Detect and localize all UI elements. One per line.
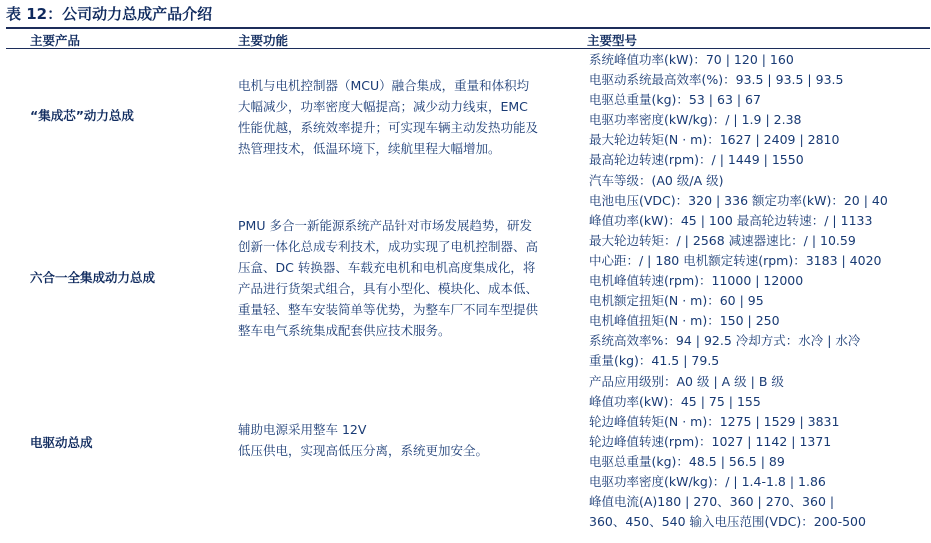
- spec-line: 电池电压(VDC)：320 | 336 额定功率(kW)：20 | 40: [589, 192, 888, 208]
- header-function: 主要功能: [238, 33, 289, 48]
- spec-line: 电机峰值扭矩(N · m)：150 | 250: [589, 313, 780, 329]
- function-line: 创新一体化总成专利技术，成功实现了电机控制器、高: [238, 239, 539, 254]
- spec-line: 电驱总重量(kg)：53 | 63 | 67: [589, 92, 761, 108]
- spec-line: 360、450、540 输入电压范围(VDC)：200-500: [589, 514, 866, 530]
- spec-line: 重量(kg)：41.5 | 79.5: [589, 353, 720, 369]
- product-electric-drive: 电驱动总成: [30, 435, 93, 450]
- function-line: 电机与电机控制器（MCU）融合集成，重量和体积均: [238, 78, 530, 93]
- spec-list: [589, 50, 888, 532]
- function-line: 辅助电源采用整车 12V: [238, 422, 367, 437]
- product-six-in-one: 六合一全集成动力总成: [30, 270, 156, 285]
- spec-line: 峰值电流(A)180 | 270、360 | 270、360 |: [589, 494, 835, 510]
- function-line: 热管理技术，低温环境下，续航里程大幅增加。: [238, 141, 501, 156]
- function-electric-drive: [238, 419, 583, 461]
- spec-line: 电机峰值转速(rpm)：11000 | 12000: [589, 273, 804, 289]
- spec-line: 产品应用级别：A0 级 | A 级 | B 级: [589, 373, 784, 389]
- function-line: PMU 多合一新能源系统产品针对市场发展趋势，研发: [238, 218, 532, 233]
- top-rule: [6, 27, 930, 29]
- spec-line: 轮边峰值转速(rpm)：1027 | 1142 | 1371: [589, 433, 832, 449]
- spec-line: 电驱总重量(kg)：48.5 | 56.5 | 89: [589, 453, 785, 469]
- header-product: 主要产品: [30, 33, 81, 48]
- function-six-in-one: [238, 215, 583, 341]
- spec-line: 峰值功率(kW)：45 | 100 最高轮边转速：/ | 1133: [589, 212, 873, 228]
- function-line: 重量轻、整车安装简单等优势，为整车厂不同车型提供: [238, 302, 539, 317]
- spec-line: 峰值功率(kW)：45 | 75 | 155: [589, 393, 761, 409]
- table-title: 表 12：公司动力总成产品介绍: [6, 5, 213, 23]
- spec-line: 最高轮边转速(rpm)：/ | 1449 | 1550: [589, 152, 804, 168]
- function-integrated-core: [238, 75, 583, 159]
- function-line: 压盒、DC 转换器、车载充电机和电机高度集成化，将: [238, 260, 536, 275]
- spec-line: 电机额定扭矩(N · m)：60 | 95: [589, 293, 764, 309]
- function-line: 整车电气系统集成配套供应技术服务。: [238, 323, 451, 338]
- spec-line: 最大轮边转矩：/ | 2568 减速器速比：/ | 10.59: [589, 232, 856, 248]
- spec-line: 电驱功率密度(kW/kg)：/ | 1.4-1.8 | 1.86: [589, 473, 826, 489]
- spec-line: 电驱动系统最高效率(%)：93.5 | 93.5 | 93.5: [589, 72, 844, 88]
- spec-line: 汽车等级：(A0 级/A 级): [589, 172, 724, 188]
- spec-line: 系统峰值功率(kW)：70 | 120 | 160: [589, 52, 794, 67]
- function-line: 性能优越，系统效率提升；可实现车辆主动发热功能及: [238, 120, 539, 135]
- function-line: 低压供电，实现高低压分离，系统更加安全。: [238, 443, 489, 458]
- header-rule: [6, 48, 930, 49]
- spec-line: 最大轮边转矩(N · m)：1627 | 2409 | 2810: [589, 132, 840, 148]
- function-line: 大幅减少，功率密度大幅提高；减少动力线束，EMC: [238, 99, 528, 114]
- spec-line: 轮边峰值转矩(N · m)：1275 | 1529 | 3831: [589, 413, 840, 429]
- spec-line: 系统高效率%：94 | 92.5 冷却方式：水冷 | 水冷: [589, 333, 861, 349]
- spec-line: 电驱功率密度(kW/kg)：/ | 1.9 | 2.38: [589, 112, 802, 128]
- product-integrated-core: “集成芯”动力总成: [30, 108, 134, 123]
- function-line: 产品进行货架式组合，具有小型化、模块化、成本低、: [238, 281, 539, 296]
- spec-line: 中心距：/ | 180 电机额定转速(rpm)：3183 | 4020: [589, 252, 882, 268]
- header-model: 主要型号: [587, 33, 638, 48]
